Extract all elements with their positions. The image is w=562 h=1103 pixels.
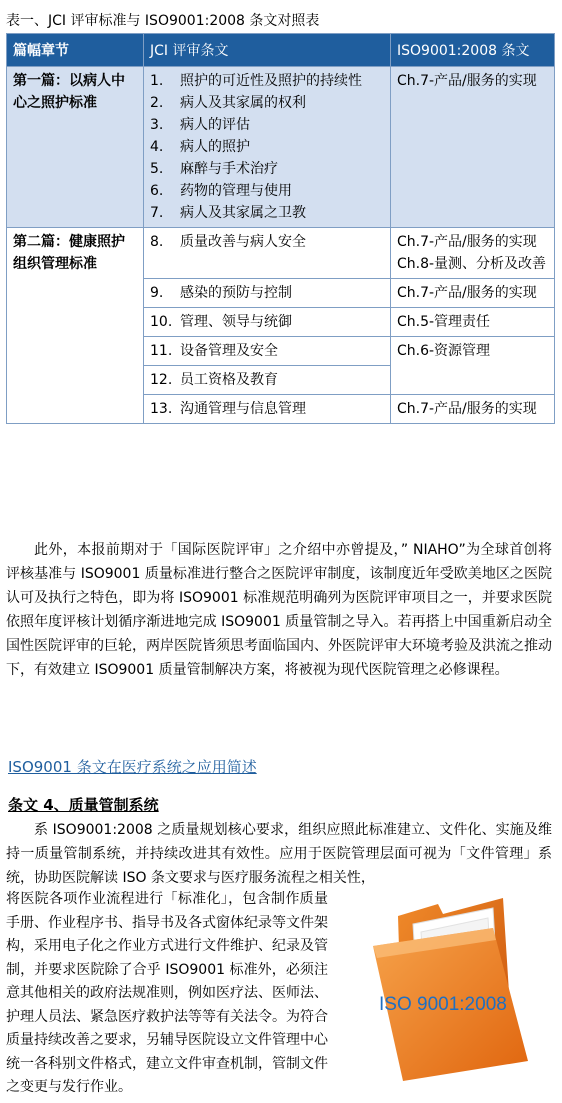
iso-cell: Ch.7-产品/服务的实现 [391,279,555,308]
iso-cell: Ch.6-资源管理 [391,337,555,395]
jci-item-cell: 12. 员工资格及教育 [144,366,391,395]
folder-image [343,886,551,1086]
list-item: 7. 病人及其家属之卫教 [150,205,306,221]
list-item: 6. 药物的管理与使用 [150,183,292,199]
table-row [7,228,555,279]
iso-cell: Ch.7-产品/服务的实现 [391,67,555,228]
iso-cell: Ch.5-管理责任 [391,308,555,337]
list-item: 5. 麻醉与手术治疗 [150,161,278,177]
list-item: 3. 病人的评估 [150,117,250,133]
header-chapter: 篇幅章节 [7,34,144,67]
chapter-cell: 第二篇：健康照护组织管理标准 [7,228,144,424]
table-caption: 表一、JCI 评审标准与 ISO9001:2008 条文对照表 [6,13,320,29]
table-header-row [7,34,555,67]
header-jci: JCI 评审条文 [144,34,391,67]
jci-item-cell: 11. 设备管理及安全 [144,337,391,366]
comparison-table [6,33,555,424]
chapter-cell: 第一篇：以病人中心之照护标准 [7,67,144,228]
list-item: 2. 病人及其家属的权利 [150,95,306,111]
list-item: 1. 照护的可近性及照护的持续性 [150,73,362,89]
jci-item-cell: 10. 管理、领导与统御 [144,308,391,337]
jci-item-cell: 13. 沟通管理与信息管理 [144,395,391,424]
iso-cell: Ch.7-产品/服务的实现 [391,395,555,424]
list-item: 4. 病人的照护 [150,139,250,155]
table-row [7,67,555,228]
intro-paragraph: 此外，本报前期对于「国际医院评审」之介绍中亦曾提及，” NIAHO”为全球首创将评核基准与 ISO9001 质量标准进行整合之医院评审制度，该制度近年受欧美地区之医院认可及执行之特色，即为将 ISO9001 标准规范明确列为医院评审项目之一，并要求医院依照年度评核计划循序渐进地完成 ISO9001 质量管制之导入。若再搭上中国重新启动全国性医院评审的巨轮，两岸医院皆须思考面临国内、外医院评审大环境考验及洪流之推动下，有效建立 ISO9001 质量管制解决方案，将被视为现代医院管理之必修课程。 [6,542,552,678]
header-iso: ISO9001:2008 条文 [391,34,555,67]
folder-label: ISO 9001:2008 [379,994,507,1015]
jci-item-cell: 8. 质量改善与病人安全 [144,228,391,279]
article-paragraph-wrapped: 将医院各项作业流程进行「标准化」，包含制作质量手册、作业程序书、指导书及各式窗体纪录等文件架构，采用电子化之作业方式进行文件维护、纪录及管制，并要求医院除了合乎 ISO9001 标准外，必须注意其他相关的政府法规准则，例如医疗法、医师法、护理人员法、紧急医疗救护法等等有关法令。为符合质量持续改善之要求，另辅导医院设立文件管理中心统一各科别文件格式，建立文件审查机制，管制文件之变更与发行作业。 [6,891,328,1095]
article-title: 条文 4、质量管制系统 [8,796,159,814]
section-heading-link[interactable]: ISO9001 条文在医疗系统之应用简述 [8,758,257,776]
iso-cell: Ch.7-产品/服务的实现 Ch.8-量测、分析及改善 [391,228,555,279]
article-paragraph: 系 ISO9001:2008 之质量规划核心要求，组织应照此标准建立、文件化、实施及维持一质量管制系统，并持续改进其有效性。应用于医院管理层面可视为「文件管理」系统，协助医院解读 ISO 条文要求与医疗服务流程之相关性， [6,822,552,886]
jci-item-cell: 9. 感染的预防与控制 [144,279,391,308]
jci-items-cell [144,67,391,228]
